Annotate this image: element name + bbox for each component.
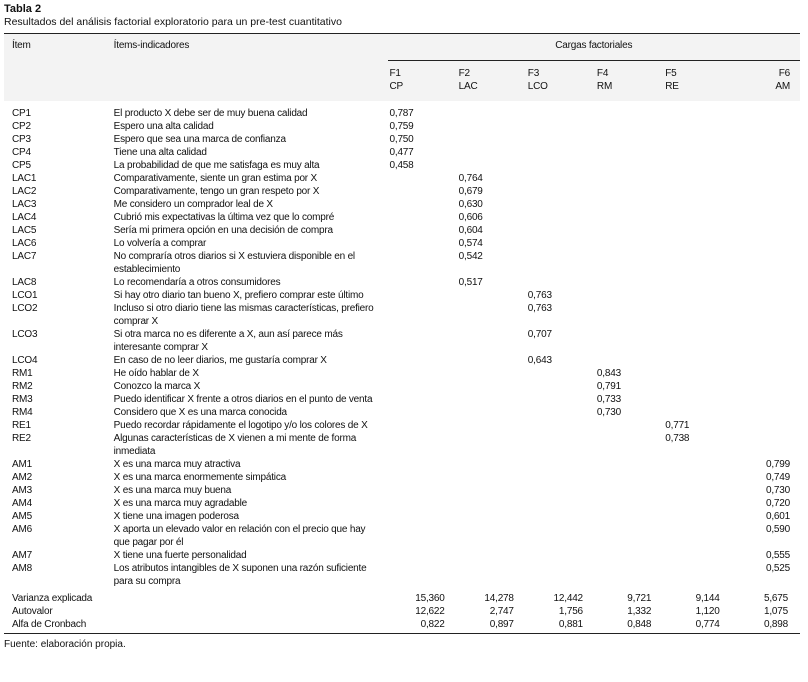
item-indicator: Sería mi primera opción en una decisión de compra bbox=[113, 225, 333, 236]
header-indicators: Ítems-indicadores bbox=[114, 34, 388, 61]
item-indicator: X es una marca enormemente simpática bbox=[113, 472, 286, 483]
table-row bbox=[4, 432, 800, 458]
item-indicator: Me considero un comprador leal de X bbox=[113, 199, 273, 210]
factor-loading: 0,791 bbox=[596, 381, 621, 392]
item-indicator: X aporta un elevado valor en relación con el precio que hay que pagar por él bbox=[113, 524, 366, 548]
summary-value: 14,278 bbox=[484, 593, 514, 604]
factor-code: CP bbox=[389, 81, 403, 92]
item-indicator: X es una marca muy agradable bbox=[113, 498, 248, 509]
factor-loading: 0,749 bbox=[765, 472, 790, 483]
factor-loading: 0,604 bbox=[458, 225, 483, 236]
item-indicator: X tiene una fuerte personalidad bbox=[113, 550, 247, 561]
item-indicator: Considero que X es una marca conocida bbox=[113, 407, 287, 418]
factor-loading: 0,606 bbox=[458, 212, 483, 223]
table-row bbox=[4, 289, 800, 302]
factor-loading: 0,730 bbox=[765, 485, 790, 496]
item-code: RM2 bbox=[12, 381, 33, 392]
item-code: LAC1 bbox=[12, 173, 37, 184]
item-code: CP2 bbox=[12, 121, 31, 132]
item-code: CP1 bbox=[12, 108, 31, 119]
item-code: LAC4 bbox=[12, 212, 37, 223]
item-indicator: Tiene una alta calidad bbox=[113, 147, 207, 158]
table-row bbox=[4, 146, 800, 159]
item-indicator: El producto X debe ser de muy buena calidad bbox=[113, 108, 308, 119]
factor-number: F5 bbox=[665, 68, 677, 79]
factor-loading: 0,643 bbox=[527, 355, 552, 366]
factor-loading: 0,630 bbox=[458, 199, 483, 210]
table-row bbox=[4, 523, 800, 549]
factor-number: F4 bbox=[596, 68, 609, 79]
summary-value: 5,675 bbox=[763, 593, 788, 604]
summary-value: 0,898 bbox=[763, 619, 788, 630]
table-row bbox=[4, 380, 800, 393]
item-code: LAC3 bbox=[12, 199, 37, 210]
factor-loading: 0,707 bbox=[527, 329, 552, 340]
summary-value: 12,622 bbox=[415, 606, 445, 617]
summary-value: 0,848 bbox=[627, 619, 652, 630]
item-indicator: Espero una alta calidad bbox=[113, 121, 214, 132]
factor-header-am bbox=[732, 61, 800, 102]
summary-value: 1,120 bbox=[695, 606, 720, 617]
item-indicator: Puedo recordar rápidamente el logotipo y/o los colores de X bbox=[113, 420, 368, 431]
factor-code: LCO bbox=[527, 81, 548, 92]
item-code: AM5 bbox=[12, 511, 32, 522]
table-row bbox=[4, 484, 800, 497]
item-code: LAC2 bbox=[12, 186, 37, 197]
item-code: LCO2 bbox=[12, 303, 38, 314]
table-row bbox=[4, 250, 800, 276]
factor-loading: 0,799 bbox=[765, 459, 790, 470]
item-code: RE1 bbox=[12, 420, 31, 431]
factor-header-lco bbox=[526, 61, 595, 102]
summary-value: 15,360 bbox=[415, 593, 445, 604]
table-row bbox=[4, 562, 800, 588]
item-code: LAC5 bbox=[12, 225, 37, 236]
table-row bbox=[4, 276, 800, 289]
item-indicator: En caso de no leer diarios, me gustaría comprar X bbox=[113, 355, 327, 366]
table-row bbox=[4, 224, 800, 237]
factor-number: F3 bbox=[527, 68, 540, 79]
item-code: CP3 bbox=[12, 134, 31, 145]
item-indicator: X tiene una imagen poderosa bbox=[113, 511, 239, 522]
summary-value: 0,822 bbox=[420, 619, 445, 630]
summary-label: Varianza explicada bbox=[12, 593, 93, 604]
summary-label: Alfa de Cronbach bbox=[12, 619, 87, 630]
table-row bbox=[4, 510, 800, 523]
factor-loading: 0,764 bbox=[458, 173, 483, 184]
item-code: AM7 bbox=[12, 550, 32, 561]
table-subtitle: Resultados del análisis factorial exploratorio para un pre-test cuantitativo bbox=[4, 16, 342, 28]
table-row bbox=[4, 458, 800, 471]
factor-loading: 0,759 bbox=[389, 121, 414, 132]
item-code: LAC7 bbox=[12, 251, 37, 262]
factor-loading: 0,517 bbox=[458, 277, 483, 288]
item-indicator: Comparativamente, tengo un gran respeto por X bbox=[113, 186, 320, 197]
factor-header-lac bbox=[457, 61, 526, 102]
factor-loading: 0,763 bbox=[527, 303, 552, 314]
summary-value: 9,721 bbox=[627, 593, 652, 604]
footnote: Fuente: elaboración propia. bbox=[4, 639, 126, 650]
factor-number: F6 bbox=[778, 68, 790, 79]
table-row bbox=[4, 237, 800, 250]
item-indicator: Lo volvería a comprar bbox=[113, 238, 207, 249]
factor-loading: 0,738 bbox=[665, 433, 690, 444]
item-indicator: He oído hablar de X bbox=[113, 368, 199, 379]
factor-loading: 0,733 bbox=[596, 394, 621, 405]
table-row bbox=[4, 185, 800, 198]
table-row bbox=[4, 367, 800, 380]
factor-code: RE bbox=[665, 81, 679, 92]
item-code: RM4 bbox=[12, 407, 33, 418]
item-code: AM8 bbox=[12, 563, 32, 574]
table-row bbox=[4, 101, 800, 120]
item-indicator: Espero que sea una marca de confianza bbox=[113, 134, 286, 145]
summary-value: 1,756 bbox=[558, 606, 583, 617]
factor-header-re bbox=[663, 61, 731, 102]
table-row bbox=[4, 133, 800, 146]
summary-label: Autovalor bbox=[12, 606, 53, 617]
table-row bbox=[4, 549, 800, 562]
factor-loading: 0,763 bbox=[527, 290, 552, 301]
factor-analysis-table bbox=[4, 33, 800, 634]
summary-value: 0,897 bbox=[489, 619, 514, 630]
header-item: Ítem bbox=[4, 34, 114, 61]
factor-loading: 0,730 bbox=[596, 407, 621, 418]
summary-value: 2,747 bbox=[489, 606, 514, 617]
item-code: AM4 bbox=[12, 498, 32, 509]
table-row bbox=[4, 406, 800, 419]
item-code: AM2 bbox=[12, 472, 32, 483]
factor-loading: 0,458 bbox=[389, 160, 414, 171]
factor-header-rm bbox=[595, 61, 663, 102]
item-code: RE2 bbox=[12, 433, 31, 444]
header-loadings: Cargas factoriales bbox=[388, 34, 801, 61]
table-row bbox=[4, 393, 800, 406]
table-row bbox=[4, 120, 800, 133]
factor-number: F1 bbox=[389, 68, 401, 79]
item-indicator: Lo recomendaría a otros consumidores bbox=[113, 277, 281, 288]
table-title: Tabla 2 bbox=[4, 3, 42, 15]
item-code: RM3 bbox=[12, 394, 33, 405]
table-row bbox=[4, 328, 800, 354]
factor-loading: 0,771 bbox=[665, 420, 690, 431]
item-code: CP4 bbox=[12, 147, 31, 158]
factor-code: RM bbox=[596, 81, 613, 92]
summary-value: 0,881 bbox=[558, 619, 583, 630]
item-indicator: Cubrió mis expectativas la última vez que lo compré bbox=[113, 212, 335, 223]
item-code: AM6 bbox=[12, 524, 32, 535]
item-code: CP5 bbox=[12, 160, 31, 171]
factor-loading: 0,843 bbox=[596, 368, 621, 379]
item-code: LCO1 bbox=[12, 290, 38, 301]
item-code: LCO4 bbox=[12, 355, 38, 366]
summary-row bbox=[4, 605, 800, 618]
item-indicator: Los atributos intangibles de X suponen una razón suficiente para su compra bbox=[113, 563, 367, 587]
summary-value: 9,144 bbox=[695, 593, 720, 604]
summary-value: 0,774 bbox=[695, 619, 720, 630]
table-row bbox=[4, 159, 800, 172]
factor-loading: 0,750 bbox=[389, 134, 414, 145]
header-row bbox=[4, 34, 800, 61]
item-indicator: Conozco la marca X bbox=[113, 381, 201, 392]
item-indicator: Comparativamente, siente un gran estima por X bbox=[113, 173, 317, 184]
factor-code: LAC bbox=[458, 81, 478, 92]
factor-header-cp bbox=[388, 61, 457, 102]
table-row bbox=[4, 354, 800, 367]
item-code: AM1 bbox=[12, 459, 32, 470]
summary-value: 1,332 bbox=[627, 606, 652, 617]
table-row bbox=[4, 419, 800, 432]
table-row bbox=[4, 302, 800, 328]
factor-loading: 0,525 bbox=[765, 563, 790, 574]
item-indicator: Si hay otro diario tan bueno X, prefiero comprar este último bbox=[113, 290, 364, 301]
item-indicator: La probabilidad de que me satisfaga es muy alta bbox=[113, 160, 320, 171]
factor-loading: 0,542 bbox=[458, 251, 483, 262]
factor-number: F2 bbox=[458, 68, 470, 79]
item-code: LCO3 bbox=[12, 329, 38, 340]
factor-loading: 0,601 bbox=[765, 511, 790, 522]
factor-code: AM bbox=[775, 81, 790, 92]
factor-loading: 0,679 bbox=[458, 186, 483, 197]
factor-loading: 0,590 bbox=[765, 524, 790, 535]
factor-loading: 0,477 bbox=[389, 147, 414, 158]
item-code: AM3 bbox=[12, 485, 32, 496]
item-indicator: X es una marca muy buena bbox=[113, 485, 232, 496]
item-indicator: No compraría otros diarios si X estuviera disponible en el establecimiento bbox=[113, 251, 355, 275]
factor-header-row bbox=[4, 61, 800, 102]
item-code: LAC8 bbox=[12, 277, 37, 288]
factor-loading: 0,574 bbox=[458, 238, 483, 249]
item-indicator: Incluso si otro diario tiene las mismas características, prefiero comprar X bbox=[113, 303, 374, 327]
table-row bbox=[4, 211, 800, 224]
table-row bbox=[4, 198, 800, 211]
summary-value: 12,442 bbox=[553, 593, 583, 604]
table-row bbox=[4, 172, 800, 185]
summary-row bbox=[4, 618, 800, 634]
item-code: RM1 bbox=[12, 368, 33, 379]
table-row bbox=[4, 497, 800, 510]
item-indicator: Puedo identificar X frente a otros diarios en el punto de venta bbox=[113, 394, 373, 405]
item-indicator: X es una marca muy atractiva bbox=[113, 459, 241, 470]
factor-loading: 0,720 bbox=[765, 498, 790, 509]
factor-loading: 0,787 bbox=[389, 108, 414, 119]
item-code: LAC6 bbox=[12, 238, 37, 249]
table-row bbox=[4, 471, 800, 484]
item-indicator: Si otra marca no es diferente a X, aun así parece más interesante comprar X bbox=[113, 329, 343, 353]
summary-value: 1,075 bbox=[763, 606, 788, 617]
factor-loading: 0,555 bbox=[765, 550, 790, 561]
summary-row bbox=[4, 588, 800, 605]
item-indicator: Algunas características de X vienen a mi mente de forma inmediata bbox=[113, 433, 357, 457]
